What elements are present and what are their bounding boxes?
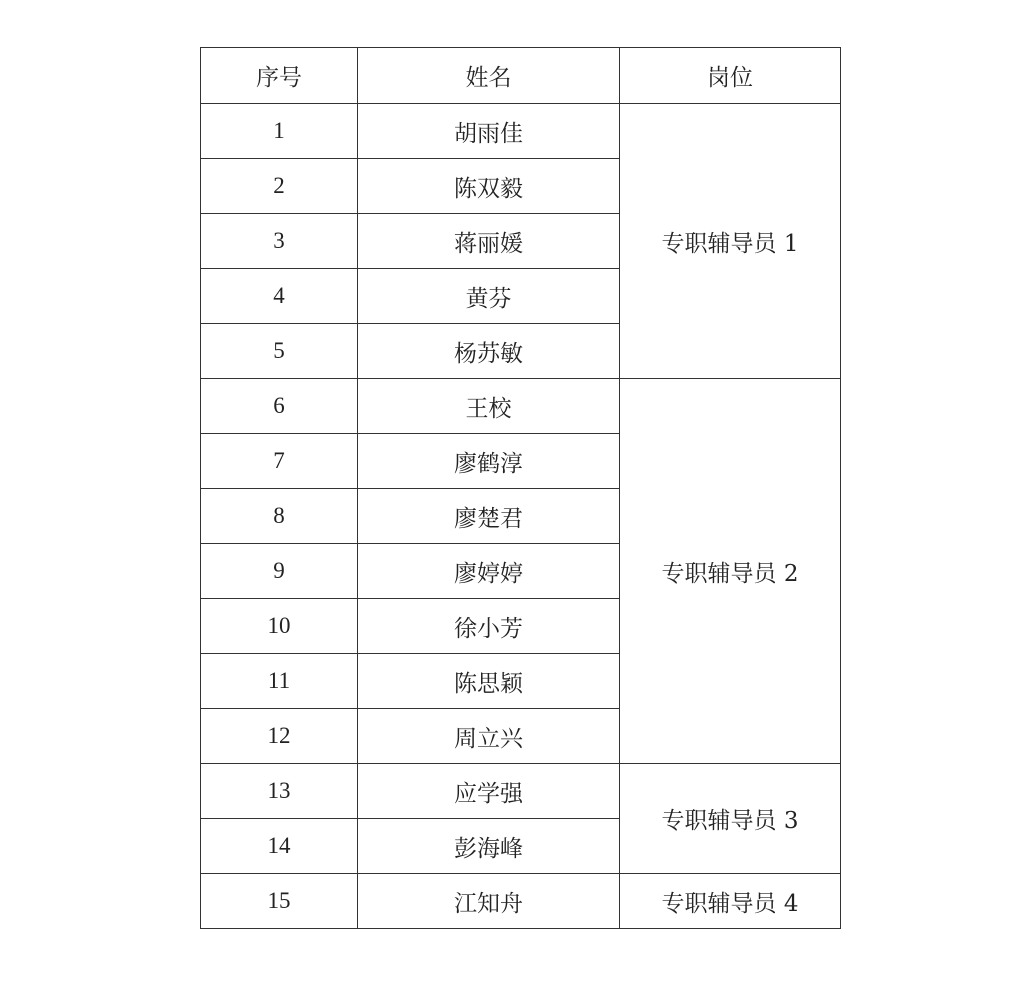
row-index: 7	[201, 434, 358, 489]
header-position: 岗位	[620, 48, 841, 104]
row-index: 3	[201, 214, 358, 269]
position-group: 专职辅导员 1	[620, 104, 841, 379]
row-index: 12	[201, 709, 358, 764]
row-name: 廖楚君	[358, 489, 620, 544]
row-index: 9	[201, 544, 358, 599]
row-name: 陈思颖	[358, 654, 620, 709]
position-group: 专职辅导员 2	[620, 379, 841, 764]
row-index: 4	[201, 269, 358, 324]
row-name: 廖鹤淳	[358, 434, 620, 489]
position-group: 专职辅导员 3	[620, 764, 841, 874]
row-index: 14	[201, 819, 358, 874]
header-name: 姓名	[358, 48, 620, 104]
row-index: 2	[201, 159, 358, 214]
row-index: 10	[201, 599, 358, 654]
row-index: 15	[201, 874, 358, 929]
header-row	[201, 48, 841, 104]
row-name: 应学强	[358, 764, 620, 819]
row-index: 5	[201, 324, 358, 379]
table-row	[201, 379, 841, 434]
row-name: 周立兴	[358, 709, 620, 764]
row-index: 11	[201, 654, 358, 709]
row-index: 13	[201, 764, 358, 819]
row-name: 胡雨佳	[358, 104, 620, 159]
row-name: 杨苏敏	[358, 324, 620, 379]
row-name: 黄芬	[358, 269, 620, 324]
row-index: 8	[201, 489, 358, 544]
row-name: 陈双毅	[358, 159, 620, 214]
row-name: 王校	[358, 379, 620, 434]
position-group: 专职辅导员 4	[620, 874, 841, 929]
table-row	[201, 104, 841, 159]
row-index: 6	[201, 379, 358, 434]
row-name: 徐小芳	[358, 599, 620, 654]
row-name: 蒋丽媛	[358, 214, 620, 269]
row-name: 彭海峰	[358, 819, 620, 874]
row-index: 1	[201, 104, 358, 159]
roster-table	[200, 47, 841, 929]
row-name: 廖婷婷	[358, 544, 620, 599]
header-index: 序号	[201, 48, 358, 104]
table-row	[201, 764, 841, 819]
table-row	[201, 874, 841, 929]
row-name: 江知舟	[358, 874, 620, 929]
